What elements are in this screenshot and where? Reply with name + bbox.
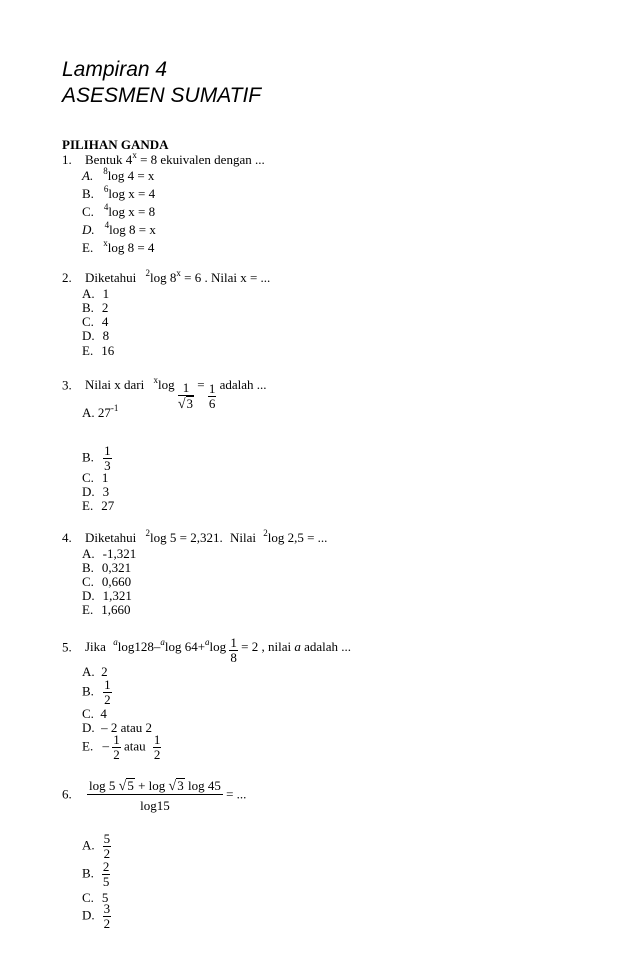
question-number: 1. — [62, 152, 72, 167]
option-text: 8 — [102, 328, 110, 343]
option-label: A. — [82, 546, 95, 561]
question-formula: $^2$log 8$^x$ = 6 . Nilai x = ... — [145, 268, 271, 285]
log-base: 4 — [103, 202, 109, 212]
option-text: 1 — [101, 470, 109, 485]
option-label: D. — [82, 588, 95, 603]
option-text: 2 — [101, 300, 109, 315]
option-text: 5 — [101, 890, 109, 905]
question-formula: $\frac{\log 5 √5 + \log √3 \log 45}{\log 15}$ — [89, 778, 221, 813]
option-text: log 8 = 4 — [107, 240, 155, 255]
option-d[interactable] — [82, 902, 111, 931]
option-a[interactable]: A. 2 — [82, 664, 108, 679]
option-label: D. — [82, 484, 95, 499]
option-text: 1 — [102, 286, 110, 301]
option-fraction: $\frac{5}{2}$ — [103, 831, 111, 861]
question-number: 6. — [62, 786, 72, 802]
option-a[interactable] — [82, 832, 111, 861]
option-c[interactable]: C. 4 — [82, 706, 107, 721]
option-text: 27 — [101, 498, 115, 513]
log-base: x — [103, 238, 108, 248]
appendix-title: Lampiran 4 — [62, 58, 168, 81]
option-text: 1,321 — [102, 588, 132, 603]
option-a[interactable] — [82, 168, 154, 184]
option-b[interactable]: B. $\frac{1}{2}$ — [82, 677, 111, 707]
option-label: B. — [82, 186, 94, 201]
question-text: Bentuk $4^x = 8$ ekuivalen dengan ... — [85, 150, 265, 167]
option-label: B. — [82, 560, 94, 575]
option-e[interactable] — [82, 498, 114, 514]
option-text: log 8 = x — [109, 222, 156, 237]
option-text: 1,660 — [101, 602, 131, 617]
option-c[interactable] — [82, 204, 155, 220]
option-b[interactable]: B. $\frac{1}{3}$ — [82, 443, 111, 473]
option-text: log x = 8 — [108, 204, 156, 219]
option-e[interactable] — [82, 602, 130, 618]
question-6: 6. $\frac{\log 5 √5 + \log √3 \log 45}{\log 15}$ = ... — [62, 778, 247, 813]
question-text: Jika — [85, 639, 106, 655]
option-label: E. — [82, 498, 94, 513]
option-label: E. — [82, 240, 94, 255]
assessment-title: ASESMEN SUMATIF — [62, 84, 262, 107]
option-label: A. — [82, 168, 94, 183]
option-text: 4 — [101, 314, 109, 329]
section-heading: PILIHAN GANDA — [62, 137, 169, 152]
question-number: 3. — [62, 377, 72, 393]
question-5 — [62, 634, 351, 663]
question-formula: $^a$log128–$^a$log 64+$^a$log $\frac{1}{8}$ = 2 , nilai a adalah ... — [113, 635, 352, 665]
option-text: 0,660 — [101, 574, 132, 589]
log-base: 6 — [103, 184, 109, 194]
option-d[interactable] — [82, 222, 156, 238]
option-label: C. — [82, 890, 94, 905]
option-text: 0,321 — [101, 560, 132, 575]
question-formula: $^x$log $\frac{1}{√3}$ = $\frac{1}{6}$ adalah ... — [153, 375, 267, 412]
option-fraction: $\frac{3}{2}$ — [103, 901, 111, 931]
option-text: 16 — [101, 343, 115, 358]
question-1 — [62, 152, 265, 168]
option-label: C. — [82, 204, 94, 219]
question-text: Diketahui — [85, 270, 137, 285]
option-fraction: $\frac{2}{5}$ — [102, 859, 110, 889]
option-label: A. — [82, 837, 95, 853]
question-formula: $^2$log 5 = 2,321. — [145, 528, 223, 545]
option-label: C. — [82, 314, 94, 329]
option-text: log 4 = x — [107, 168, 155, 183]
option-a[interactable]: A. $27^{-1}$ — [82, 403, 119, 420]
option-label: D. — [82, 328, 95, 343]
option-label: A. — [82, 286, 95, 301]
option-label: D. — [82, 222, 95, 237]
option-d[interactable] — [82, 328, 109, 344]
question-text: Diketahui — [85, 530, 137, 545]
option-text: -1,321 — [102, 546, 137, 561]
option-label: B. — [82, 300, 94, 315]
log-base: 4 — [104, 220, 110, 230]
question-number: 5. — [62, 639, 72, 655]
question-2 — [62, 270, 270, 286]
option-label: E. — [82, 602, 94, 617]
option-e[interactable] — [82, 240, 154, 256]
log-base: 8 — [103, 166, 108, 176]
option-label: E. — [82, 343, 94, 358]
option-label: C. — [82, 470, 94, 485]
question-number: 2. — [62, 270, 72, 285]
option-b[interactable] — [82, 860, 110, 889]
option-e[interactable] — [82, 343, 114, 359]
option-text: log x = 4 — [108, 186, 156, 201]
option-d[interactable]: D. – 2 atau 2 — [82, 720, 153, 735]
option-label: D. — [82, 907, 95, 923]
option-label: B. — [82, 865, 94, 881]
option-label: C. — [82, 574, 94, 589]
question-number: 4. — [62, 530, 72, 545]
option-e[interactable]: E. – $\frac{1}{2}$ atau $\frac{1}{2}$ — [82, 732, 161, 762]
option-b[interactable] — [82, 186, 155, 202]
option-text: 3 — [102, 484, 110, 499]
question-text: Nilai x dari — [85, 377, 145, 393]
question-4: 4. Diketahui $^2$log 5 = 2,321. Nilai $^2$log 2,5 = ... — [62, 528, 328, 545]
